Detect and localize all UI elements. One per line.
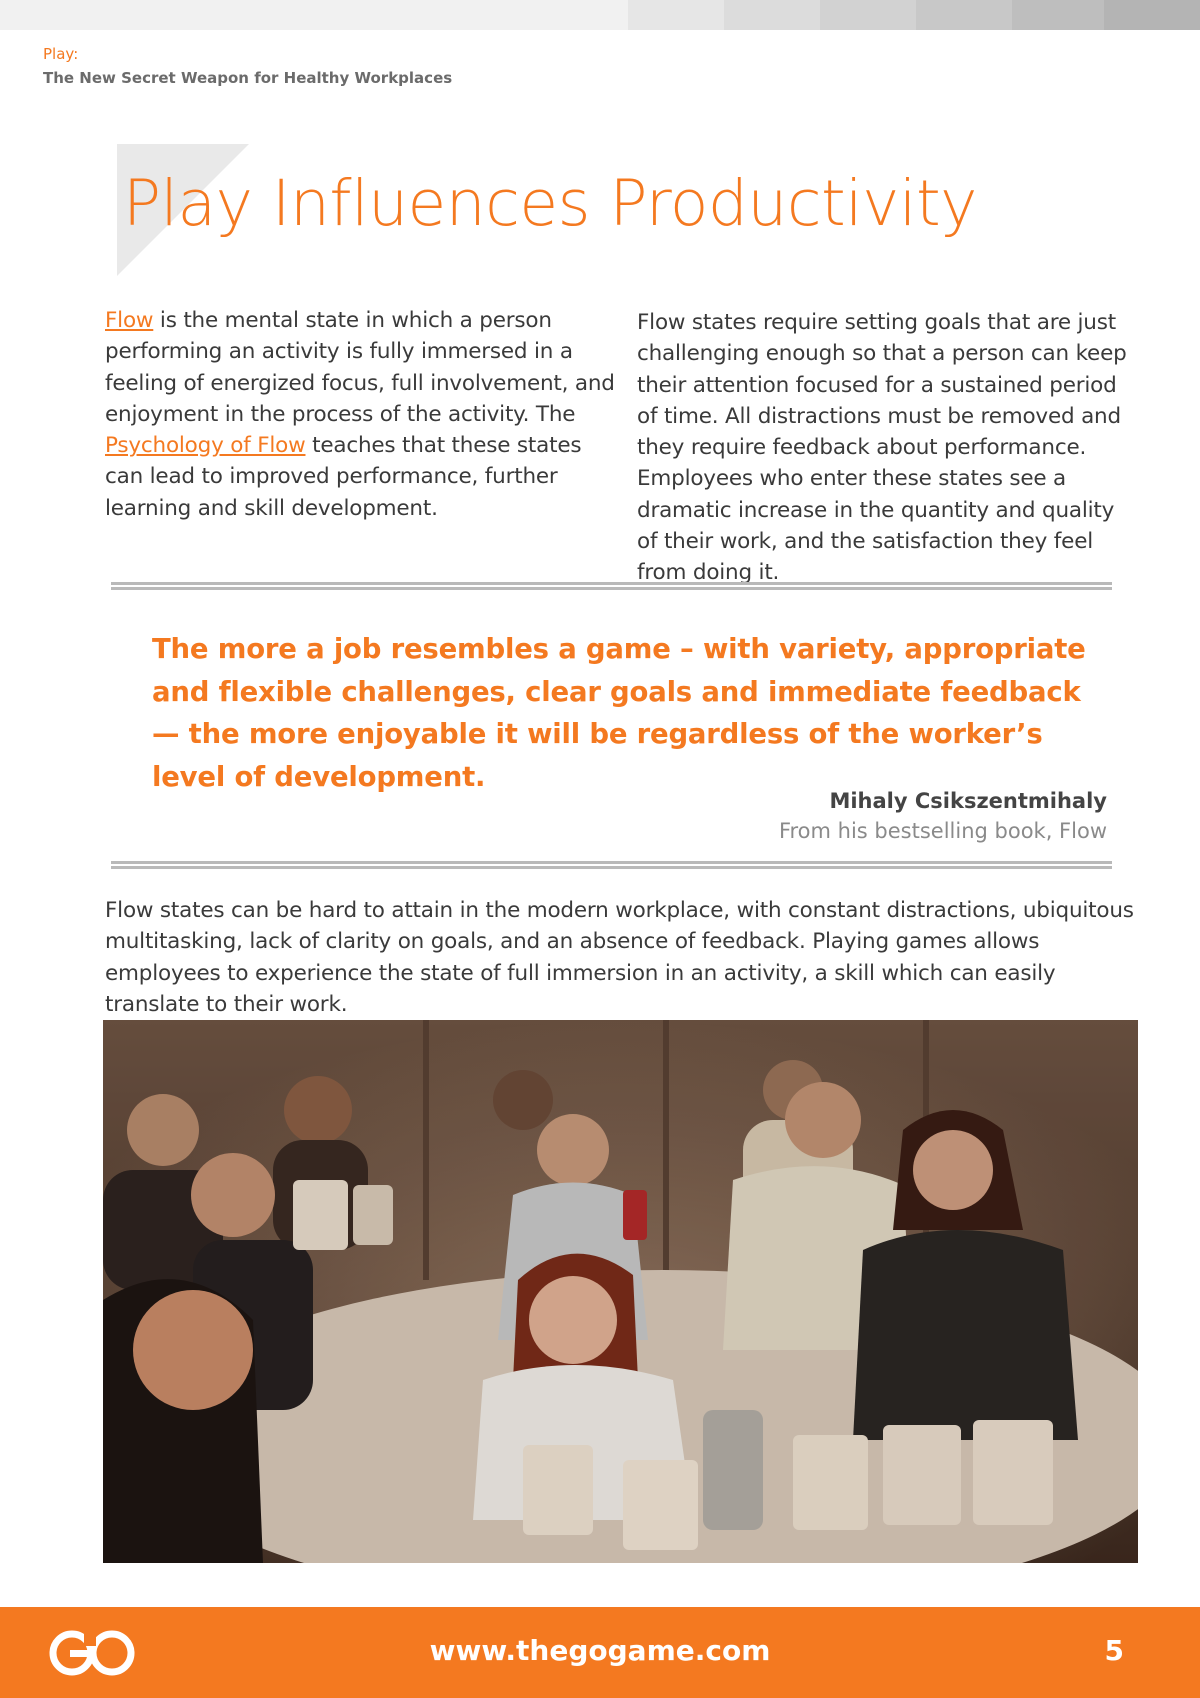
quote-bottom-divider [111,861,1112,869]
page-title: Play Influences Productivity [123,167,977,240]
website-url-link[interactable]: www.thegogame.com [429,1634,771,1667]
psychology-of-flow-link[interactable]: Psychology of Flow [105,433,306,459]
document-subtitle: The New Secret Weapon for Healthy Workplaces [43,69,453,87]
quote-author: Mihaly Csikszentmihaly [829,789,1107,813]
quote-top-divider [111,582,1112,590]
body-paragraph: Flow states can be hard to attain in the modern workplace, with constant distractions, ubiquitous multitasking, lack of clarity on goals, and an absence of feedback. Playing games allows employees to experience the state of full immersion in an activity, a skill which can easily translate to their work. [105,898,1134,1017]
top-bar-segment [1012,0,1104,30]
top-bar-segment [820,0,916,30]
top-bar-segment [628,0,724,30]
top-bar-segment [1104,0,1200,30]
top-bar-segment [916,0,1012,30]
intro-left-column [105,305,615,524]
intro-left-text-1: is the mental state in which a person performing an activity is fully immersed in a feeling of energized focus, full involvement, and enjoyment in the process of the activity. The [105,308,615,427]
group-laughing-photo [103,1020,1138,1563]
page-number: 5 [1104,1634,1124,1667]
footer-bar [0,1607,1200,1698]
top-bar-segment [724,0,820,30]
top-decoration-bar [0,0,1200,30]
photo-illustration [103,1020,1138,1563]
intro-right-column: Flow states require setting goals that are just challenging enough so that a person can keep their attention focused for a sustained period of time. All distractions must be removed and they require feedback about performance. Employees who enter these states see a dramatic increase in the quantity and quality of their work, and the satisfaction they feel from doing it. [637,310,1127,586]
flow-link[interactable]: Flow [105,308,154,333]
document-eyebrow: Play: [43,45,79,63]
intro-left-text-2: teaches that these states can lead to improved performance, further learning and skill development. [105,433,582,521]
pull-quote: The more a job resembles a game – with variety, appropriate and flexible challenges, clear goals and immediate feedback — the more enjoyable it will be regardless of the worker’s level of development. [152,633,1086,793]
quote-source: From his bestselling book, Flow [778,819,1107,843]
